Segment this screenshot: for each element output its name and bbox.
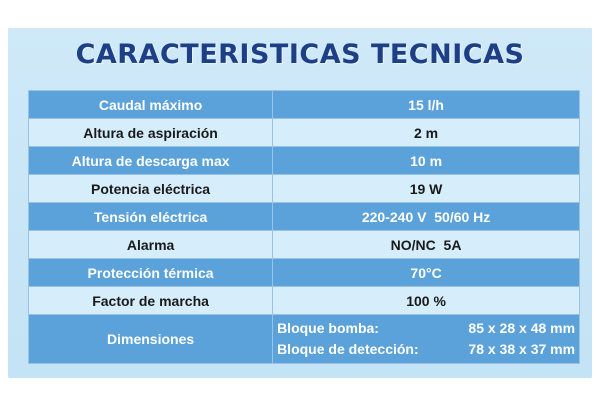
spec-label: Protección térmica [29, 259, 273, 287]
spec-label: Tensión eléctrica [29, 203, 273, 231]
spec-value: NO/NC 5A [273, 231, 580, 259]
dimension-value: 85 x 28 x 48 mm [468, 320, 576, 336]
spec-value: 2 m [273, 119, 580, 147]
spec-value: 100 % [273, 287, 580, 315]
table-row [29, 231, 580, 259]
spec-value: 10 m [273, 147, 580, 175]
dimension-name: Bloque de detección: [277, 341, 419, 357]
table-row [29, 175, 580, 203]
dimension-item [277, 318, 575, 339]
table-row [29, 91, 580, 119]
dimension-name: Bloque bomba: [277, 320, 379, 336]
page-title: CARACTERISTICAS TECNICAS [75, 39, 525, 70]
spec-label: Potencia eléctrica [29, 175, 273, 203]
spec-value: 70°C [273, 259, 580, 287]
spec-value: 19 W [273, 175, 580, 203]
dimension-item [277, 339, 575, 360]
spec-value: 220-240 V 50/60 Hz [273, 203, 580, 231]
spec-label: Altura de aspiración [29, 119, 273, 147]
spec-label: Factor de marcha [29, 287, 273, 315]
table-row [29, 259, 580, 287]
dimension-value: 78 x 38 x 37 mm [468, 341, 576, 357]
table-row-dimensions [29, 315, 580, 364]
table-row [29, 203, 580, 231]
dimensions-label: Dimensiones [29, 315, 273, 364]
spec-label: Caudal máximo [29, 91, 273, 119]
table-row [29, 287, 580, 315]
dimensions-values [273, 315, 580, 364]
table-row [29, 119, 580, 147]
spec-label: Altura de descarga max [29, 147, 273, 175]
dimensions-list [277, 318, 575, 360]
spec-label: Alarma [29, 231, 273, 259]
table-row [29, 147, 580, 175]
spec-value: 15 l/h [273, 91, 580, 119]
spec-table [28, 90, 580, 364]
